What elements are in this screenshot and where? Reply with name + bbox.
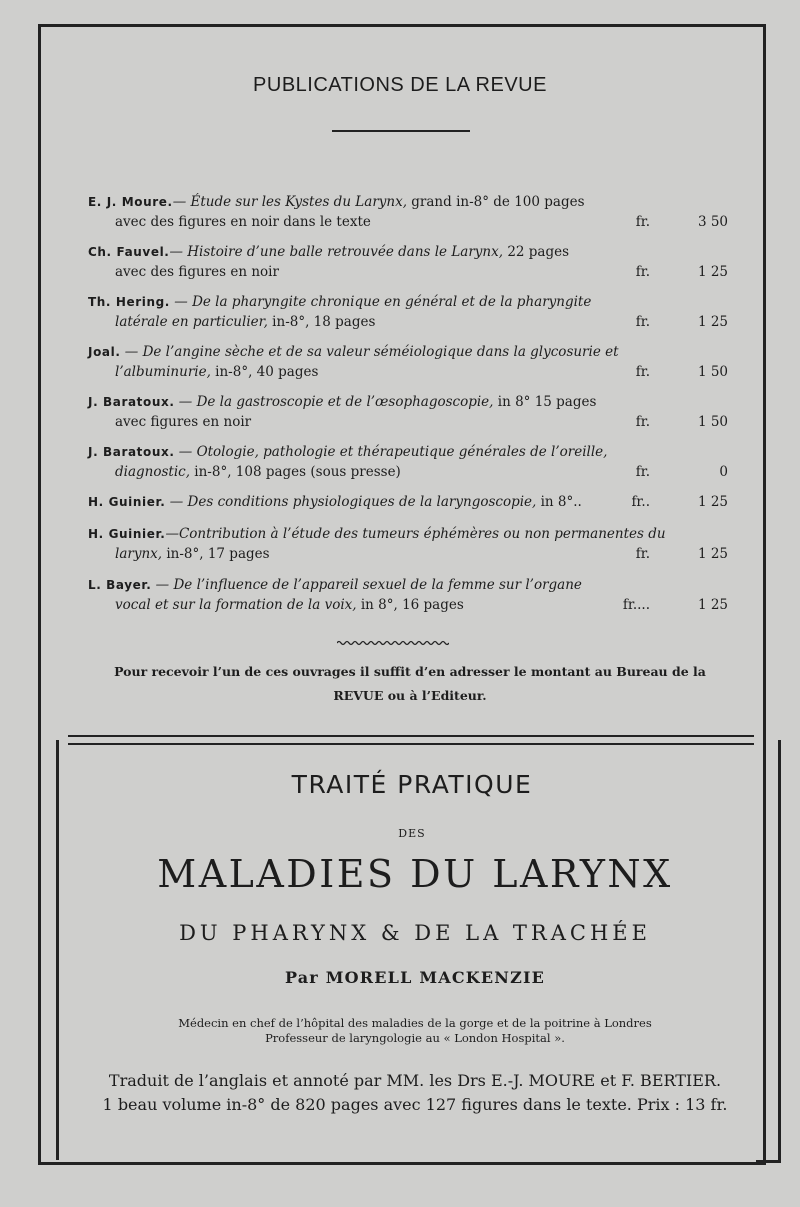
entry-author: Ch. Fauvel. [88, 245, 170, 259]
entry-format: avec figures en noir [115, 414, 252, 430]
entry-author: L. Bayer. [88, 578, 152, 592]
entry-author: H. Guinier. [88, 527, 166, 541]
entry-author: Joal. [88, 345, 121, 359]
ornamental-wave [337, 640, 449, 646]
entry-price: 1 25 [697, 597, 728, 613]
entry-title: — Étude sur les Kystes du Larynx, [172, 194, 407, 210]
entry-line-2 [88, 462, 728, 482]
entry-title-cont: diagnostic, [115, 464, 190, 480]
book-title-2: MALADIES DU LARYNX [157, 852, 673, 896]
entry-format: in-8°, 108 pages (sous presse) [190, 464, 401, 480]
entry-author: E. J. Moure. [88, 195, 173, 209]
entry-title: —Contribution à l’étude des tumeurs éphémères ou non permanentes du [165, 526, 666, 542]
section-divider [68, 735, 754, 745]
entry-currency: fr.... [622, 597, 650, 613]
entry-format: avec des figures en noir dans le texte [115, 214, 371, 230]
entry-title-cont: larynx, [115, 546, 163, 562]
publication-entry [88, 192, 728, 232]
entry-line-2 [88, 595, 728, 615]
entry-price: 1 50 [697, 414, 728, 430]
book-title-1: TRAITÉ PRATIQUE [291, 770, 533, 799]
author-role-1: Médecin en chef de l’hôpital des maladies de la gorge et de la poitrine à Londres [178, 1016, 652, 1030]
entry-line-1 [88, 575, 728, 595]
entry-currency: fr. [635, 414, 650, 430]
author-role-2: Professeur de laryngologie au « London Hospital ». [265, 1031, 565, 1045]
entry-title: — De la pharyngite chronique en général et de la pharyngite [169, 294, 592, 310]
entry-title: — De l’angine sèche et de sa valeur séméiologique dans la glycosurie et [120, 344, 619, 360]
entry-title-cont: l’albuminurie, [115, 364, 211, 380]
entry-title: — De la gastroscopie et de l’œsophagoscopie, [174, 394, 494, 410]
publication-entry [88, 442, 728, 482]
entry-price: 3 50 [697, 214, 728, 230]
entry-line-1 [88, 492, 728, 512]
entry-format: in 8°.. [536, 494, 582, 510]
entry-format: in 8° 15 pages [493, 394, 597, 410]
entry-format: grand in-8° de 100 pages [407, 194, 585, 210]
title-rule [332, 130, 470, 132]
entry-currency: fr. [635, 546, 650, 562]
entry-title-cont: latérale en particulier, [115, 314, 268, 330]
entry-title: — Des conditions physiologiques de la laryngoscopie, [165, 494, 537, 510]
entry-currency: fr. [635, 264, 650, 280]
entry-line-2 [88, 262, 728, 282]
entry-currency: fr.. [631, 494, 650, 510]
entry-line-2 [88, 312, 728, 332]
publication-entry [88, 392, 728, 432]
translation-note: Traduit de l’anglais et annoté par MM. les Drs E.-J. MOURE et F. BERTIER. [108, 1071, 722, 1090]
entry-line-1 [88, 442, 728, 462]
entry-format: 22 pages [503, 244, 570, 260]
entry-line-1 [88, 342, 728, 362]
order-note-line2: REVUE ou à l’Editeur. [333, 688, 487, 703]
entry-price: 0 [719, 464, 728, 480]
entry-price: 1 50 [697, 364, 728, 380]
publication-entry [88, 575, 728, 615]
publication-entry [88, 292, 728, 332]
entry-format: in-8°, 17 pages [162, 546, 270, 562]
entry-author: J. Baratoux. [88, 395, 175, 409]
entry-line-2 [88, 212, 728, 232]
entry-line-2 [88, 544, 728, 564]
publication-entry [88, 524, 728, 564]
entry-title-cont: vocal et sur la formation de la voix, [115, 597, 357, 613]
section-title: PUBLICATIONS DE LA REVUE [253, 74, 547, 96]
entry-currency: fr. [635, 464, 650, 480]
book-title-des: DES [398, 827, 426, 840]
entry-format: avec des figures en noir [115, 264, 279, 280]
entry-currency: fr. [635, 364, 650, 380]
publication-entry [88, 342, 728, 382]
book-title-3: DU PHARYNX & DE LA TRACHÉE [179, 921, 651, 945]
publication-entry [88, 242, 728, 282]
book-author: Par MORELL MACKENZIE [284, 968, 546, 987]
order-note-line1: Pour recevoir l’un de ces ouvrages il suffit d’en adresser le montant au Bureau de la [114, 664, 706, 679]
entry-line-1 [88, 192, 728, 212]
entry-price: 1 25 [697, 264, 728, 280]
entry-title: — De l’influence de l’appareil sexuel de la femme sur l’organe [151, 577, 582, 593]
entry-author: J. Baratoux. [88, 445, 175, 459]
entry-line-1 [88, 292, 728, 312]
entry-line-1 [88, 242, 728, 262]
entry-line-2 [88, 362, 728, 382]
entry-format: in-8°, 40 pages [210, 364, 319, 380]
entry-author: Th. Hering. [88, 295, 170, 309]
entry-format: in-8°, 18 pages [267, 314, 376, 330]
entry-price: 1 25 [697, 494, 728, 510]
entry-title: — Histoire d’une balle retrouvée dans le Larynx, [169, 244, 504, 260]
entry-price: 1 25 [697, 314, 728, 330]
entry-price: 1 25 [697, 546, 728, 562]
publication-entry [88, 492, 728, 512]
entry-currency: fr. [635, 314, 650, 330]
entry-format: in 8°, 16 pages [356, 597, 464, 613]
entry-line-1 [88, 392, 728, 412]
entry-title: — Otologie, pathologie et thérapeutique générales de l’oreille, [174, 444, 608, 460]
entry-currency: fr. [635, 214, 650, 230]
volume-info: 1 beau volume in-8° de 820 pages avec 127 figures dans le texte. Prix : 13 fr. [102, 1095, 728, 1114]
entry-line-2 [88, 412, 728, 432]
entry-line-1 [88, 524, 728, 544]
entry-author: H. Guinier. [88, 495, 166, 509]
